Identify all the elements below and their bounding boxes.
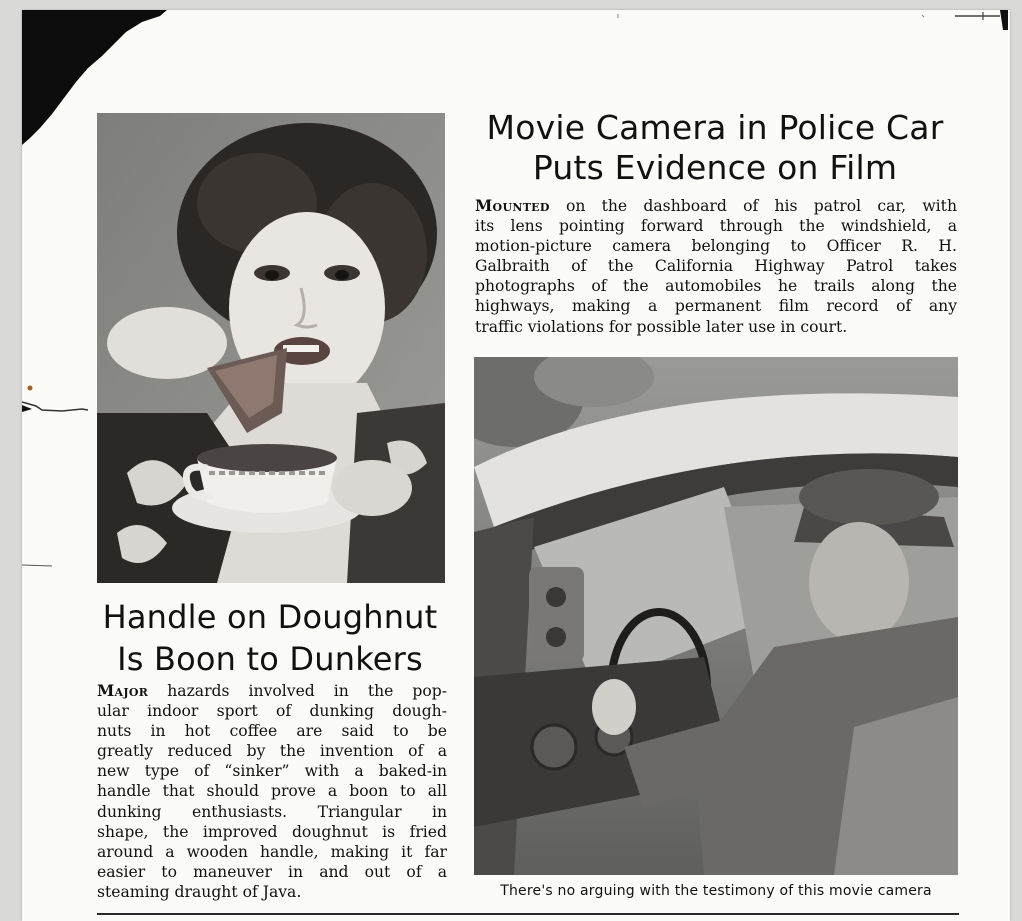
camera-body-line: traffic violations for possible later use in court. [475,317,848,336]
doughnut-body-line: around a wooden handle, making it far [97,842,447,861]
doughnut-body-line: nuts in hot coffee are said to be [97,722,447,741]
camera-lead-word: Mounted [475,196,550,215]
camera-body-line: photographs of the automobiles he trails along the [475,277,957,296]
doughnut-headline-line-1: Handle on Doughnut [102,598,438,636]
doughnut-body-line: easier to maneuver in and out of a [97,862,447,881]
camera-body-line: motion-picture camera belonging to Officer R. H. [475,237,957,256]
camera-headline-line-1: Movie Camera in Police Car [486,108,944,147]
camera-body-line-text: on the dashboard of his patrol car, with [565,197,957,215]
page-edge-marks [22,380,102,580]
camera-body-line: highways, making a permanent film record of any [475,297,957,316]
doughnut-headline-line-2: Is Boon to Dunkers [117,640,423,678]
doughnut-body-line: shape, the improved doughnut is fried [97,822,447,841]
doughnut-body-line: handle that should prove a boon to all [97,782,447,801]
doughnut-body-line [97,681,447,701]
officer-in-patrol-car-photo [474,357,958,875]
doughnut-body-line: greatly reduced by the invention of a [97,742,447,761]
doughnut-lead-word: Major [97,681,149,700]
camera-headline [470,108,960,188]
camera-headline-line-2: Puts Evidence on Film [532,148,898,187]
doughnut-body-line: new type of “sinker” with a baked-in [97,762,447,781]
camera-photo-caption: There's no arguing with the testimony of this movie camera [500,883,932,899]
bottom-rule [97,913,959,915]
doughnut-headline [92,596,448,680]
camera-body-line [475,196,957,216]
doughnut-body-line: steaming draught of Java. [97,882,302,901]
woman-dunking-doughnut-photo [97,113,445,583]
camera-body-line: its lens pointing forward through the windshield, a [475,217,957,236]
page-top-marks [600,10,1010,30]
camera-article-body [475,196,957,337]
doughnut-article-body [97,681,447,902]
doughnut-body-line: dunking enthusiasts. Triangular in [97,802,447,821]
doughnut-body-line-text: hazards involved in the pop- [167,682,447,700]
camera-body-line: Galbraith of the California Highway Patrol takes [475,257,957,276]
doughnut-body-line: ular indoor sport of dunking dough- [97,702,447,721]
